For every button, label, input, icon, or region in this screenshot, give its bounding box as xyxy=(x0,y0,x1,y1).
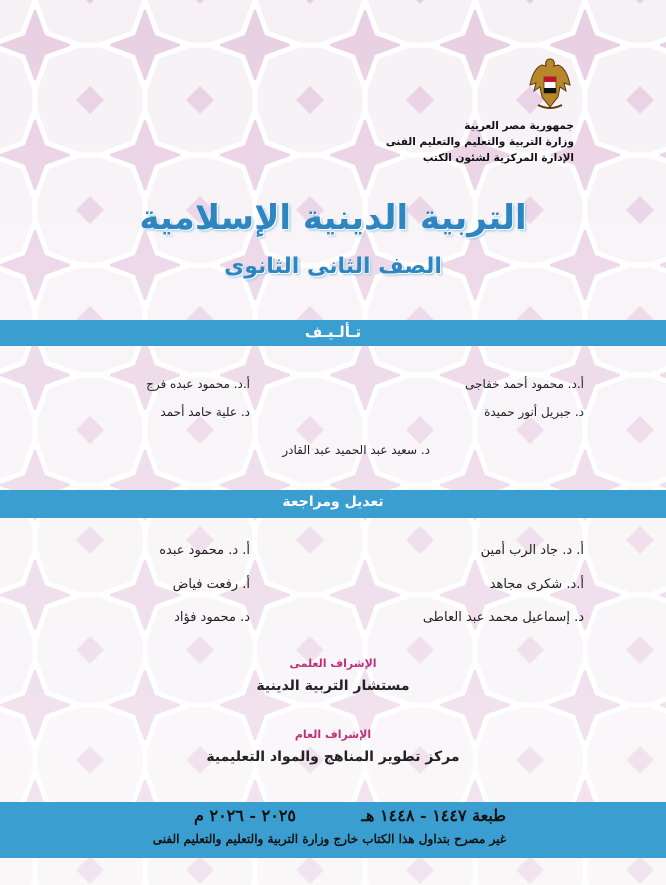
reviewer-name: د. محمود فؤاد xyxy=(174,610,250,625)
reviewer-name: أ. د. جاد الرب أمين xyxy=(480,543,584,558)
scientific-supervision-value: مستشار التربية الدينية xyxy=(256,678,410,694)
general-supervision-label: الإشراف العام xyxy=(294,728,372,741)
book-title: التربية الدينية الإسلامية xyxy=(139,198,527,238)
reviewer-name: أ. رفعت فياض xyxy=(172,577,250,592)
reviewer-name: د. إسماعيل محمد عبد العاطى xyxy=(422,610,584,625)
scientific-supervision-label: الإشراف العلمى xyxy=(289,657,377,670)
author-name: د. علية حامد أحمد xyxy=(160,405,250,419)
author-name: د. سعيد عبد الحميد عبد القادر xyxy=(282,443,430,457)
general-supervision-value: مركز تطوير المناهج والمواد التعليمية xyxy=(206,749,460,765)
distribution-notice: غير مصرح بتداول هذا الكتاب خارج وزارة التربية والتعليم والتعليم الفنى xyxy=(152,832,506,846)
author-name: د. جبريل أنور حميدة xyxy=(484,405,584,419)
review-heading: تعديل ومراجعة xyxy=(282,494,384,510)
author-name: أ.د. محمود عبده فرج xyxy=(146,377,250,391)
ministry-line-country: جمهورية مصر العربية xyxy=(464,120,574,132)
edition-text: طبعة ١٤٤٧ - ١٤٤٨ هـ xyxy=(361,806,506,825)
footer-band xyxy=(0,802,666,858)
authors-heading: تـألـيـف xyxy=(304,323,362,341)
egypt-eagle-emblem xyxy=(528,55,572,113)
ministry-line-ministry: وزارة التربية والتعليم والتعليم الفنى xyxy=(385,136,574,148)
ministry-header xyxy=(354,118,574,166)
book-grade: الصف الثانى الثانوى xyxy=(224,254,442,279)
reviewer-name: أ.د. شكرى مجاهد xyxy=(489,577,584,592)
edition-years: ٢٠٢٥ - ٢٠٢٦ م xyxy=(193,806,296,825)
ministry-line-department: الإدارة المركزية لشئون الكتب xyxy=(422,152,574,164)
author-name: أ.د. محمود أحمد خفاجى xyxy=(465,377,584,391)
reviewer-name: أ. د. محمود عبده xyxy=(159,543,250,558)
